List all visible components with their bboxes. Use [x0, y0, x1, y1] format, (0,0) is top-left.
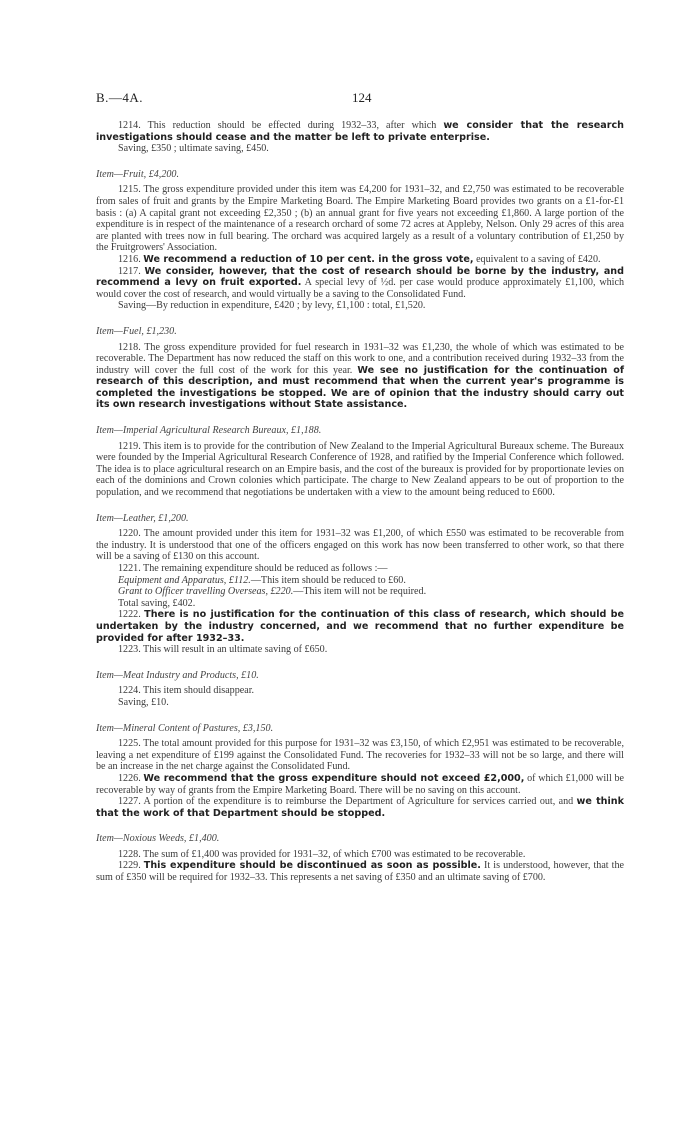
paragraph	[96, 796, 624, 819]
paragraph-text: 1218. The gross expenditure provided for fuel research in 1931–32 was £1,230, the whole of which was estimated to be recoverable. The Department has now reduced the staff on this work to one, and a contribution received during 1932–33 from the industry will cover the full cost of the work for this year.	[96, 341, 624, 376]
paragraph-text: of which £1,000 will be recoverable by way of grants from the Empire Marketing Board. There will be no saving on this account.	[96, 772, 624, 796]
paragraph-text: 1222.	[118, 609, 145, 621]
paragraph-text: 1217.	[118, 265, 145, 277]
paragraph-text: —This item should be reduced to £60.	[250, 574, 406, 586]
recommendation-text: There is no justification for the continuation of this class of research, which should be undertaken by the industry concerned, and we recommend that no further expenditure be provided for after 1932–33.	[96, 609, 625, 644]
section	[96, 169, 624, 312]
paragraph	[96, 184, 624, 254]
paragraph	[96, 644, 624, 656]
paragraph-text: Saving, £350 ; ultimate saving, £450.	[118, 143, 269, 155]
paragraph	[96, 342, 624, 412]
subitem-title: Grant to Officer travelling Overseas, £220.	[118, 586, 294, 598]
paragraph	[118, 575, 624, 587]
paragraph-text: 1220. The amount provided under this item for 1931–32 was £1,200, of which £550 was estimated to be recoverable from the industry. It is understood that one of the officers engaged on this work has now been transferred to other work, so that there will be a saving of £130 on this account.	[96, 528, 624, 563]
paragraph-text: 1226.	[118, 772, 144, 784]
paragraph-text: 1215. The gross expenditure provided under this item was £4,200 for 1931–32, and £2,750 was estimated to be recoverable from sales of fruit and grants by the Empire Marketing Board. The Empire Marketing Board provides two grants on a £1-for-£1 basis : (a) A capital grant not exceeding £2,350 ; (b) an annual grant for five years not exceeding £1,860. A large portion of the expenditure is in respect of the maintenance of a research orchard of some 72 acres at Appleby, Nelson. Only 29 acres of this area are planted with trees now in full bearing. The orchard was acquired largely as a result of a voluntary contribution of £1,250 by the Fruitgrowers' Association.	[96, 184, 624, 254]
paragraph-text: —This item will not be required.	[293, 586, 427, 598]
paragraph	[96, 120, 624, 143]
paragraph	[96, 685, 624, 697]
paragraph	[96, 860, 624, 883]
recommendation-text: We consider, however, that the cost of research should be borne by the industry, and recommend a levy on fruit exported.	[96, 265, 624, 289]
paragraph	[96, 738, 624, 773]
paragraph-text: 1221. The remaining expenditure should be reduced as follows :—	[118, 563, 388, 574]
recommendation-text: We recommend that the gross expenditure should not exceed £2,000,	[143, 772, 525, 784]
paragraph	[96, 266, 624, 301]
section	[96, 833, 624, 883]
recommendation-text: This expenditure should be discontinued as soon as possible.	[143, 860, 481, 872]
paragraph	[96, 441, 624, 499]
paragraph	[118, 586, 624, 598]
paragraph	[96, 528, 624, 563]
paragraph-text: 1216.	[118, 253, 144, 265]
section	[96, 670, 624, 709]
paragraph-text: 1225. The total amount provided for this purpose for 1931–32 was £3,150, of which £2,951 was estimated to be recoverable, leaving a net expenditure of £199 against the Consolidated Fund. The recoveries for 1932–33 will not be so large, and there will be an increase in the net charge against the Consolidated Fund.	[96, 738, 624, 773]
paragraph-text: 1214. This reduction should be effected during 1932–33, after which	[118, 120, 444, 131]
paragraph	[118, 697, 624, 709]
document-reference: B.—4A.	[96, 90, 144, 105]
item-heading: Item—Leather, £1,200.	[96, 512, 189, 524]
paragraph	[96, 773, 624, 796]
paragraph-text: 1227. A portion of the expenditure is to reimburse the Department of Agriculture for services carried out, and	[118, 796, 577, 808]
paragraph-text: equivalent to a saving of £420.	[473, 253, 601, 265]
recommendation-text: We see no justification for the continuation of research of this description, and must recommend that when the current year's programme is completed the investigations be stopped. We are of opinion that the industry should carry out its own research investigations without State assistance.	[96, 364, 625, 411]
recommendation-text: We recommend a reduction of 10 per cent. in the gross vote,	[143, 253, 474, 265]
section	[96, 513, 624, 656]
paragraph	[96, 849, 624, 861]
item-heading: Item—Meat Industry and Products, £10.	[96, 669, 259, 681]
paragraph	[118, 300, 624, 312]
paragraph	[118, 143, 624, 155]
item-heading: Item—Mineral Content of Pastures, £3,150.	[96, 722, 274, 734]
paragraph-text: Total saving, £402.	[118, 597, 196, 609]
paragraph-text: 1224. This item should disappear.	[118, 685, 255, 697]
paragraph-text: 1228. The sum of £1,400 was provided for 1931–32, of which £700 was estimated to be recoverable.	[118, 848, 526, 860]
paragraph	[96, 254, 624, 266]
page-number: 124	[352, 90, 372, 105]
paragraph-text: 1229.	[118, 860, 144, 872]
recommendation-text: we consider that the research investigations should cease and the matter be left to private enterprise.	[96, 120, 624, 143]
paragraph	[118, 598, 624, 610]
item-heading: Item—Fuel, £1,230.	[96, 325, 177, 337]
paragraph-text: 1219. This item is to provide for the contribution of New Zealand to the Imperial Agricultural Bureaux scheme. The Bureaux were founded by the Imperial Agricultural Research Conference of 1928, and ratified by the Imperial Conference which followed. The idea is to place agricultural research on an Empire basis, and the cost of the bureaux is provided for by proportionate levies on each of the dominions and Crown colonies which participate. The charge to New Zealand appears to be out of proportion to the population, and we recommend that negotiations be undertaken with a view to the amount being reduced to £600.	[96, 440, 624, 499]
section	[96, 120, 624, 155]
paragraph	[96, 563, 624, 575]
recommendation-text: we think that the work of that Department should be stopped.	[96, 796, 625, 819]
body-text	[96, 120, 624, 884]
item-heading: Item—Imperial Agricultural Research Bureaux, £1,188.	[96, 425, 322, 437]
paragraph	[96, 609, 624, 644]
item-heading: Item—Fruit, £4,200.	[96, 168, 179, 180]
subitem-title: Equipment and Apparatus, £112.	[118, 574, 251, 586]
paragraph-text: Saving, £10.	[118, 696, 169, 708]
section	[96, 425, 624, 499]
paragraph-text: 1223. This will result in an ultimate saving of £650.	[118, 644, 328, 656]
paragraph-text: Saving—By reduction in expenditure, £420 ; by levy, £1,100 : total, £1,520.	[118, 300, 426, 312]
section	[96, 723, 624, 820]
section	[96, 326, 624, 411]
paragraph-text: A special levy of ½d. per case would produce approximately £1,100, which would cover the cost of research, and would virtually be a saving to the Consolidated Fund.	[96, 277, 625, 300]
item-heading: Item—Noxious Weeds, £1,400.	[96, 833, 220, 845]
paragraph-text: It is understood, however, that the sum of £350 will be required for 1932–33. This represents a net saving of £350 and an ultimate saving of £700.	[96, 860, 625, 884]
